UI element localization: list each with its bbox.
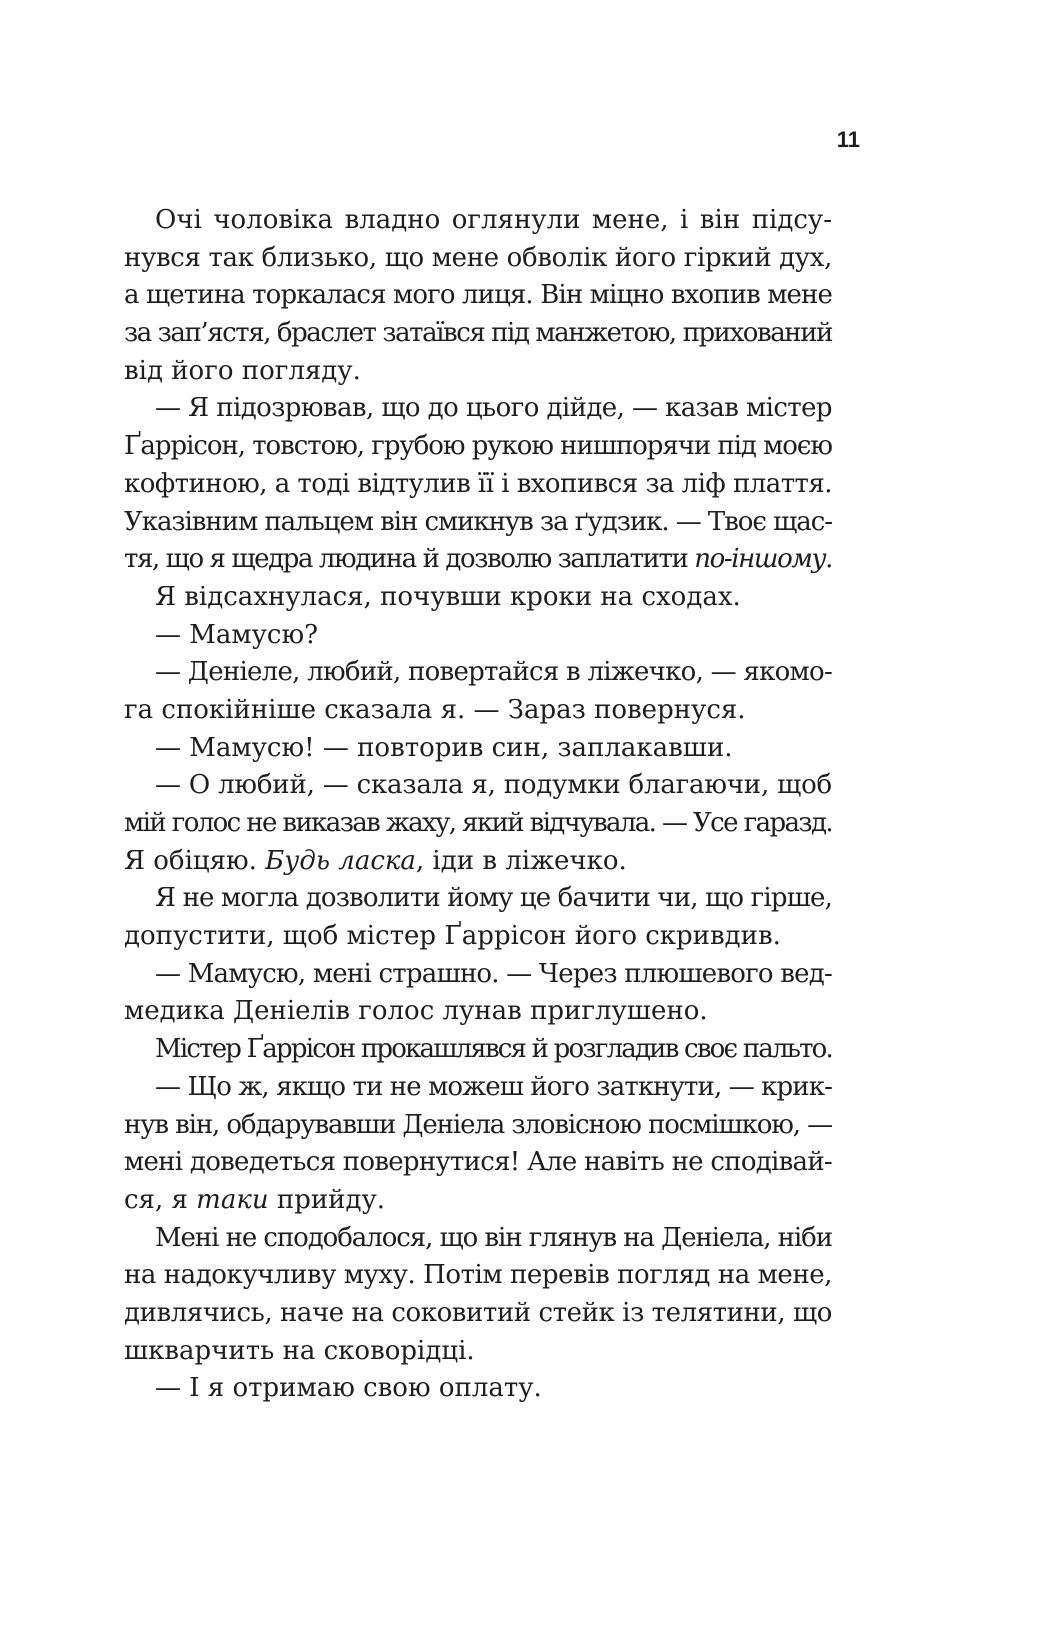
text-line: шкварчить на сковорідці. xyxy=(124,1335,475,1366)
text-line: — Мамусю, мені страшно. — Через плюшевого вед- xyxy=(155,958,832,989)
text-line: мій голос не виказав жаху, який відчувала. — Усе гаразд. xyxy=(124,808,832,838)
text-line: — Мамусю! — повторив син, заплакавши. xyxy=(155,732,733,763)
text-line: мені доведеться повернутися! Але навіть не сподівай- xyxy=(124,1147,832,1178)
text-line xyxy=(124,1182,832,1220)
text-line: за зап’ястя, браслет затаївся під манжетою, прихований xyxy=(124,318,832,349)
italic-text: по-іншому xyxy=(694,544,826,575)
text-segment: . xyxy=(825,544,833,575)
text-line: нувся так близько, що мене обволік його гіркий дух, xyxy=(124,242,832,273)
text-segment: Я обіцяю. xyxy=(124,845,266,876)
italic-text: Будь ласка xyxy=(265,845,416,876)
text-line: Указівним пальцем він смикнув за ґудзик. — Твоє щас- xyxy=(124,506,832,537)
text-line: дивлячись, наче на соковитий стейк із телятини, що xyxy=(124,1297,832,1328)
text-line: — Мамусю? xyxy=(155,619,319,650)
text-line: допустити, щоб містер Ґаррісон його скривдив. xyxy=(124,921,781,952)
text-segment: , іди в ліжечко. xyxy=(415,845,627,876)
text-line: Ґаррісон, товстою, грубою рукою нишпорячи під моєю xyxy=(124,431,832,462)
text-segment: ся, я xyxy=(124,1184,197,1215)
italic-text: таки xyxy=(196,1184,269,1215)
text-line: — І я отримаю свою оплату. xyxy=(155,1373,542,1404)
text-line: нув він, обдарувавши Деніела зловісною посмішкою, — xyxy=(124,1109,832,1140)
text-line: — Що ж, якщо ти не можеш його заткнути, — крик- xyxy=(155,1071,832,1102)
text-line: — Я підозрював, що до цього дійде, — казав містер xyxy=(155,393,832,424)
text-segment: прийду. xyxy=(268,1184,386,1215)
text-line: Очі чоловіка владно оглянули мене, і він підсу- xyxy=(155,205,832,235)
text-line: га спокійніше сказала я. — Зараз повернуся. xyxy=(124,694,746,725)
text-line: від його погляду. xyxy=(124,355,361,386)
text-line: Я не могла дозволити йому це бачити чи, що гірше, xyxy=(155,883,832,914)
text-line: медика Деніелів голос лунав приглушено. xyxy=(124,996,708,1027)
text-line: Містер Ґаррісон прокашлявся й розгладив своє пальто. xyxy=(155,1034,832,1065)
text-line xyxy=(124,541,832,579)
text-line: на надокучливу муху. Потім перевів погляд на мене, xyxy=(124,1260,832,1291)
text-line: кофтиною, а тоді відтулив її і вхопився за ліф плаття. xyxy=(124,468,832,499)
text-line: — О любий, — сказала я, подумки благаючи, щоб xyxy=(155,770,832,801)
text-line: — Деніеле, любий, повертайся в ліжечко, — якомо- xyxy=(155,657,832,688)
text-segment: тя, що я щедра людина й дозволю заплатити xyxy=(124,544,695,575)
page-number: 11 xyxy=(836,127,860,152)
text-line: Мені не сподобалося, що він глянув на Деніела, ніби xyxy=(155,1222,833,1253)
text-line xyxy=(124,843,832,881)
text-line: Я відсахнулася, почувши кроки на сходах. xyxy=(155,581,741,612)
text-line: а щетина торкалася мого лиця. Він міцно вхопив мене xyxy=(124,280,832,311)
body-text xyxy=(124,202,832,1408)
